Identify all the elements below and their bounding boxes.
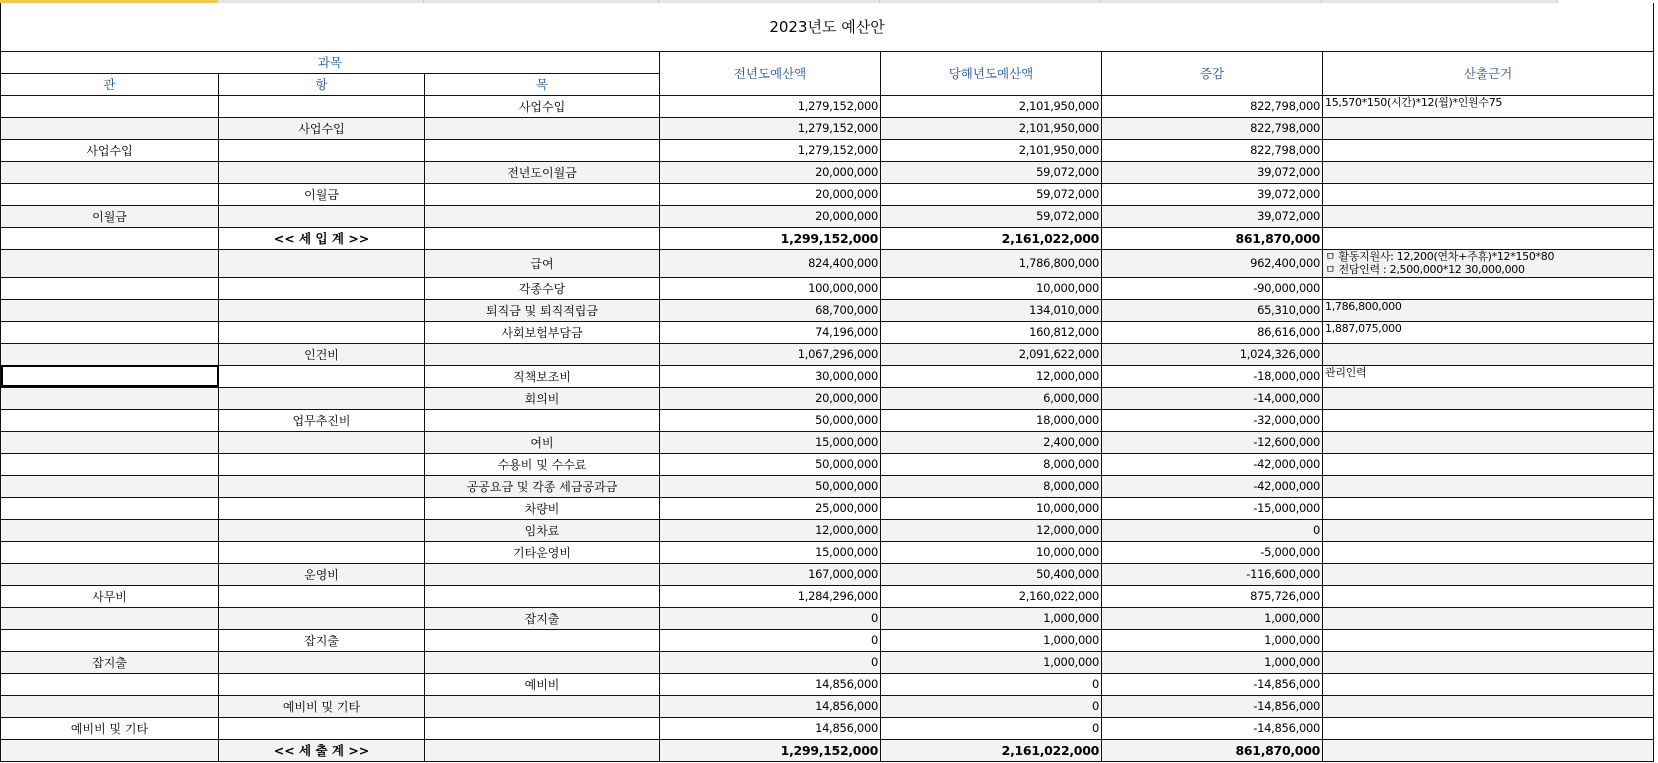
cell-prev-budget[interactable]: 14,856,000	[660, 673, 881, 695]
cell-gwan[interactable]	[1, 607, 219, 629]
cell-current-budget[interactable]: 50,400,000	[881, 563, 1102, 585]
cell-mok[interactable]: 차량비	[425, 497, 660, 519]
cell-basis[interactable]	[1323, 227, 1654, 249]
cell-change[interactable]: -5,000,000	[1102, 541, 1323, 563]
cell-gwan[interactable]	[1, 541, 219, 563]
cell-hang[interactable]	[219, 475, 425, 497]
cell-gwan[interactable]	[1, 183, 219, 205]
table-row	[1, 607, 1654, 629]
cell-prev-budget[interactable]: 1,279,152,000	[660, 117, 881, 139]
cell-hang[interactable]	[219, 585, 425, 607]
cell-prev-budget[interactable]: 20,000,000	[660, 387, 881, 409]
cell-prev-budget[interactable]: 20,000,000	[660, 161, 881, 183]
cell-gwan[interactable]	[1, 117, 219, 139]
cell-hang[interactable]: << 세 입 계 >>	[219, 227, 425, 249]
cell-hang[interactable]	[219, 651, 425, 673]
column-header-selected[interactable]	[0, 0, 218, 3]
basis-line: ㅁ 전담인력 : 2,500,000*12 30,000,000	[1325, 262, 1525, 276]
cell-current-budget[interactable]: 12,000,000	[881, 365, 1102, 387]
table-row	[1, 541, 1654, 563]
header-gwan[interactable]: 관	[1, 73, 219, 95]
cell-mok[interactable]: 전년도이월금	[425, 161, 660, 183]
cell-change[interactable]: -116,600,000	[1102, 563, 1323, 585]
cell-gwan[interactable]: 잡지출	[1, 651, 219, 673]
cell-basis[interactable]	[1323, 409, 1654, 431]
cell-hang[interactable]: 잡지출	[219, 629, 425, 651]
cell-mok[interactable]: 사회보험부담금	[425, 321, 660, 343]
cell-prev-budget[interactable]: 0	[660, 651, 881, 673]
cell-current-budget[interactable]: 10,000,000	[881, 541, 1102, 563]
cell-mok[interactable]	[425, 227, 660, 249]
cell-gwan[interactable]	[1, 249, 219, 277]
cell-mok[interactable]	[425, 717, 660, 739]
cell-change[interactable]: -12,600,000	[1102, 431, 1323, 453]
cell-prev-budget[interactable]: 167,000,000	[660, 563, 881, 585]
cell-mok[interactable]	[425, 695, 660, 717]
cell-prev-budget[interactable]: 25,000,000	[660, 497, 881, 519]
cell-current-budget[interactable]: 134,010,000	[881, 299, 1102, 321]
table-row	[1, 453, 1654, 475]
cell-gwan[interactable]	[1, 431, 219, 453]
cell-change[interactable]: -32,000,000	[1102, 409, 1323, 431]
cell-change[interactable]: -14,856,000	[1102, 673, 1323, 695]
cell-basis[interactable]	[1323, 739, 1654, 761]
cell-mok[interactable]: 임차료	[425, 519, 660, 541]
cell-current-budget[interactable]: 10,000,000	[881, 277, 1102, 299]
table-row	[1, 519, 1654, 541]
cell-change[interactable]: -14,856,000	[1102, 717, 1323, 739]
total-row	[1, 227, 1654, 249]
cell-current-budget[interactable]: 1,000,000	[881, 607, 1102, 629]
cell-gwan[interactable]	[1, 673, 219, 695]
table-row	[1, 431, 1654, 453]
cell-mok[interactable]	[425, 739, 660, 761]
cell-basis[interactable]: 15,570*150(시간)*12(월)*인원수75	[1323, 95, 1654, 117]
table-row	[1, 205, 1654, 227]
cell-gwan[interactable]: 사업수입	[1, 139, 219, 161]
cell-prev-budget[interactable]: 50,000,000	[660, 409, 881, 431]
cell-change[interactable]: 861,870,000	[1102, 227, 1323, 249]
cell-current-budget[interactable]: 2,400,000	[881, 431, 1102, 453]
cell-current-budget[interactable]: 160,812,000	[881, 321, 1102, 343]
table-row	[1, 139, 1654, 161]
cell-basis[interactable]: 1,887,075,000	[1323, 321, 1654, 343]
cell-current-budget[interactable]: 8,000,000	[881, 475, 1102, 497]
cell-mok[interactable]	[425, 117, 660, 139]
cell-hang[interactable]	[219, 205, 425, 227]
cell-hang[interactable]	[219, 249, 425, 277]
cell-current-budget[interactable]: 2,101,950,000	[881, 117, 1102, 139]
cell-change[interactable]: -90,000,000	[1102, 277, 1323, 299]
cell-change[interactable]: 65,310,000	[1102, 299, 1323, 321]
cell-mok[interactable]: 잡지출	[425, 607, 660, 629]
cell-change[interactable]: 822,798,000	[1102, 139, 1323, 161]
cell-gwan[interactable]	[1, 161, 219, 183]
table-row	[1, 343, 1654, 365]
cell-basis[interactable]	[1323, 475, 1654, 497]
cell-change[interactable]: 86,616,000	[1102, 321, 1323, 343]
cell-basis[interactable]	[1323, 139, 1654, 161]
cell-hang[interactable]: 이월금	[219, 183, 425, 205]
cell-hang[interactable]: 업무추진비	[219, 409, 425, 431]
total-row	[1, 739, 1654, 761]
table-row	[1, 651, 1654, 673]
cell-prev-budget[interactable]: 30,000,000	[660, 365, 881, 387]
cell-current-budget[interactable]: 10,000,000	[881, 497, 1102, 519]
cell-current-budget[interactable]: 18,000,000	[881, 409, 1102, 431]
table-row	[1, 249, 1654, 277]
cell-current-budget[interactable]: 0	[881, 695, 1102, 717]
cell-basis[interactable]	[1323, 607, 1654, 629]
cell-prev-budget[interactable]: 1,067,296,000	[660, 343, 881, 365]
cell-change[interactable]: 861,870,000	[1102, 739, 1323, 761]
cell-change[interactable]: 1,000,000	[1102, 629, 1323, 651]
cell-hang[interactable]	[219, 321, 425, 343]
cell-current-budget[interactable]: 0	[881, 717, 1102, 739]
cell-change[interactable]: 39,072,000	[1102, 205, 1323, 227]
cell-gwan[interactable]	[1, 475, 219, 497]
cell-hang[interactable]: 인건비	[219, 343, 425, 365]
cell-current-budget[interactable]: 6,000,000	[881, 387, 1102, 409]
cell-basis[interactable]	[1323, 695, 1654, 717]
cell-gwan[interactable]: 이월금	[1, 205, 219, 227]
cell-change[interactable]: -14,856,000	[1102, 695, 1323, 717]
cell-gwan[interactable]	[1, 739, 219, 761]
cell-mok[interactable]: 기타운영비	[425, 541, 660, 563]
table-row	[1, 409, 1654, 431]
cell-hang[interactable]: 사업수입	[219, 117, 425, 139]
cell-prev-budget[interactable]: 12,000,000	[660, 519, 881, 541]
cell-change[interactable]: 822,798,000	[1102, 95, 1323, 117]
table-row	[1, 365, 1654, 387]
cell-hang[interactable]	[219, 277, 425, 299]
cell-mok[interactable]	[425, 629, 660, 651]
cell-current-budget[interactable]: 59,072,000	[881, 183, 1102, 205]
cell-prev-budget[interactable]: 1,299,152,000	[660, 227, 881, 249]
cell-mok[interactable]	[425, 183, 660, 205]
table-row	[1, 161, 1654, 183]
cell-basis[interactable]	[1323, 161, 1654, 183]
cell-hang[interactable]	[219, 541, 425, 563]
cell-gwan[interactable]: 예비비 및 기타	[1, 717, 219, 739]
cell-mok[interactable]	[425, 409, 660, 431]
cell-gwan[interactable]	[1, 519, 219, 541]
table-row	[1, 673, 1654, 695]
cell-change[interactable]: 39,072,000	[1102, 183, 1323, 205]
cell-current-budget[interactable]: 0	[881, 673, 1102, 695]
column-header[interactable]	[1101, 0, 1322, 3]
cell-prev-budget[interactable]: 15,000,000	[660, 431, 881, 453]
cell-prev-budget[interactable]: 15,000,000	[660, 541, 881, 563]
cell-basis[interactable]	[1323, 277, 1654, 299]
column-header[interactable]	[424, 0, 659, 3]
cell-current-budget[interactable]: 2,160,022,000	[881, 585, 1102, 607]
cell-mok[interactable]	[425, 585, 660, 607]
cell-mok[interactable]: 회의비	[425, 387, 660, 409]
cell-current-budget[interactable]: 1,000,000	[881, 651, 1102, 673]
cell-basis[interactable]	[1323, 387, 1654, 409]
column-header[interactable]	[659, 0, 880, 3]
cell-hang[interactable]	[219, 497, 425, 519]
cell-change[interactable]: -42,000,000	[1102, 475, 1323, 497]
cell-prev-budget[interactable]: 1,279,152,000	[660, 95, 881, 117]
cell-current-budget[interactable]: 12,000,000	[881, 519, 1102, 541]
cell-prev-budget[interactable]: 68,700,000	[660, 299, 881, 321]
basis-line: ㅁ 활동지원사: 12,200(연차+주휴)*12*150*80	[1325, 249, 1555, 263]
cell-current-budget[interactable]: 59,072,000	[881, 205, 1102, 227]
cell-hang[interactable]	[219, 365, 425, 387]
cell-change[interactable]: -42,000,000	[1102, 453, 1323, 475]
cell-mok[interactable]: 예비비	[425, 673, 660, 695]
cell-hang[interactable]: 운영비	[219, 563, 425, 585]
header-prev-budget[interactable]: 전년도예산액	[660, 51, 881, 95]
cell-basis[interactable]	[1323, 717, 1654, 739]
column-header[interactable]	[218, 0, 424, 3]
cell-prev-budget[interactable]: 14,856,000	[660, 717, 881, 739]
cell-prev-budget[interactable]: 1,279,152,000	[660, 139, 881, 161]
cell-change[interactable]: 39,072,000	[1102, 161, 1323, 183]
budget-table	[0, 3, 1654, 762]
header-current-budget[interactable]: 당해년도예산액	[881, 51, 1102, 95]
cell-mok[interactable]: 여비	[425, 431, 660, 453]
table-row	[1, 117, 1654, 139]
cell-gwan[interactable]	[1, 321, 219, 343]
header-basis[interactable]: 산출근거	[1323, 51, 1654, 95]
cell-hang[interactable]	[219, 431, 425, 453]
header-subject[interactable]: 과목	[1, 51, 660, 73]
cell-basis[interactable]	[1323, 183, 1654, 205]
cell-current-budget[interactable]: 1,000,000	[881, 629, 1102, 651]
cell-gwan[interactable]	[1, 409, 219, 431]
table-row	[1, 563, 1654, 585]
column-header[interactable]	[1322, 0, 1558, 3]
cell-basis[interactable]	[1323, 629, 1654, 651]
cell-mok[interactable]	[425, 651, 660, 673]
cell-current-budget[interactable]: 59,072,000	[881, 161, 1102, 183]
budget-rows	[1, 95, 1654, 761]
cell-basis[interactable]	[1323, 585, 1654, 607]
table-row	[1, 95, 1654, 117]
cell-prev-budget[interactable]: 20,000,000	[660, 183, 881, 205]
cell-change[interactable]: 1,000,000	[1102, 651, 1323, 673]
cell-prev-budget[interactable]: 50,000,000	[660, 453, 881, 475]
table-row	[1, 183, 1654, 205]
cell-mok[interactable]: 퇴직금 및 퇴직적립금	[425, 299, 660, 321]
cell-gwan[interactable]	[1, 227, 219, 249]
cell-basis[interactable]	[1323, 673, 1654, 695]
table-row	[1, 387, 1654, 409]
cell-basis[interactable]: 1,786,800,000	[1323, 299, 1654, 321]
cell-gwan[interactable]	[1, 563, 219, 585]
cell-prev-budget[interactable]: 0	[660, 607, 881, 629]
cell-gwan[interactable]	[1, 387, 219, 409]
cell-gwan[interactable]	[1, 453, 219, 475]
table-row	[1, 299, 1654, 321]
cell-basis[interactable]	[1323, 519, 1654, 541]
cell-change[interactable]: -14,000,000	[1102, 387, 1323, 409]
cell-basis[interactable]	[1323, 497, 1654, 519]
cell-basis[interactable]: 관리인력	[1323, 365, 1654, 387]
column-header-strip	[0, 0, 1658, 3]
cell-prev-budget[interactable]: 1,299,152,000	[660, 739, 881, 761]
cell-hang[interactable]	[219, 95, 425, 117]
cell-prev-budget[interactable]: 824,400,000	[660, 249, 881, 277]
cell-change[interactable]: 962,400,000	[1102, 249, 1323, 277]
cell-mok[interactable]: 수용비 및 수수료	[425, 453, 660, 475]
cell-prev-budget[interactable]: 74,196,000	[660, 321, 881, 343]
cell-hang[interactable]	[219, 607, 425, 629]
cell-mok[interactable]	[425, 563, 660, 585]
column-header[interactable]	[880, 0, 1101, 3]
cell-current-budget[interactable]: 2,091,622,000	[881, 343, 1102, 365]
table-row	[1, 497, 1654, 519]
cell-hang[interactable]	[219, 717, 425, 739]
cell-gwan[interactable]	[1, 343, 219, 365]
cell-change[interactable]: -18,000,000	[1102, 365, 1323, 387]
cell-gwan[interactable]	[1, 95, 219, 117]
cell-hang[interactable]	[219, 139, 425, 161]
cell-basis[interactable]	[1323, 453, 1654, 475]
cell-mok[interactable]: 공공요금 및 각종 세금공과금	[425, 475, 660, 497]
table-row	[1, 321, 1654, 343]
cell-current-budget[interactable]: 2,161,022,000	[881, 227, 1102, 249]
cell-change[interactable]: 1,000,000	[1102, 607, 1323, 629]
cell-basis[interactable]	[1323, 431, 1654, 453]
header-change[interactable]: 증감	[1102, 51, 1323, 95]
cell-mok[interactable]: 직책보조비	[425, 365, 660, 387]
table-row	[1, 695, 1654, 717]
table-row	[1, 585, 1654, 607]
cell-basis[interactable]	[1323, 205, 1654, 227]
cell-mok[interactable]: 사업수입	[425, 95, 660, 117]
cell-current-budget[interactable]: 8,000,000	[881, 453, 1102, 475]
cell-basis[interactable]	[1323, 563, 1654, 585]
cell-basis[interactable]	[1323, 249, 1654, 277]
cell-gwan[interactable]	[1, 365, 219, 387]
cell-gwan[interactable]	[1, 629, 219, 651]
cell-hang[interactable]	[219, 519, 425, 541]
cell-hang[interactable]	[219, 387, 425, 409]
table-row	[1, 717, 1654, 739]
cell-change[interactable]: -15,000,000	[1102, 497, 1323, 519]
cell-mok[interactable]	[425, 343, 660, 365]
cell-hang[interactable]: 예비비 및 기타	[219, 695, 425, 717]
cell-current-budget[interactable]: 1,786,800,000	[881, 249, 1102, 277]
header-mok[interactable]: 목	[425, 73, 660, 95]
cell-prev-budget[interactable]: 14,856,000	[660, 695, 881, 717]
cell-hang[interactable]	[219, 161, 425, 183]
header-hang[interactable]: 항	[219, 73, 425, 95]
cell-gwan[interactable]: 사무비	[1, 585, 219, 607]
cell-current-budget[interactable]: 2,101,950,000	[881, 95, 1102, 117]
cell-hang[interactable]	[219, 673, 425, 695]
cell-prev-budget[interactable]: 1,284,296,000	[660, 585, 881, 607]
cell-basis[interactable]	[1323, 541, 1654, 563]
cell-mok[interactable]	[425, 139, 660, 161]
cell-mok[interactable]	[425, 205, 660, 227]
cell-mok[interactable]: 각종수당	[425, 277, 660, 299]
cell-gwan[interactable]	[1, 497, 219, 519]
cell-change[interactable]: 822,798,000	[1102, 117, 1323, 139]
cell-hang[interactable]	[219, 453, 425, 475]
cell-gwan[interactable]	[1, 299, 219, 321]
cell-mok[interactable]: 급여	[425, 249, 660, 277]
cell-prev-budget[interactable]: 0	[660, 629, 881, 651]
cell-gwan[interactable]	[1, 695, 219, 717]
cell-current-budget[interactable]: 2,161,022,000	[881, 739, 1102, 761]
cell-prev-budget[interactable]: 50,000,000	[660, 475, 881, 497]
cell-basis[interactable]	[1323, 343, 1654, 365]
cell-basis[interactable]	[1323, 651, 1654, 673]
cell-change[interactable]: 1,024,326,000	[1102, 343, 1323, 365]
table-row	[1, 475, 1654, 497]
cell-prev-budget[interactable]: 20,000,000	[660, 205, 881, 227]
cell-hang[interactable]	[219, 299, 425, 321]
sheet-title[interactable]: 2023년도 예산안	[1, 3, 1654, 51]
cell-change[interactable]: 875,726,000	[1102, 585, 1323, 607]
cell-current-budget[interactable]: 2,101,950,000	[881, 139, 1102, 161]
table-row	[1, 629, 1654, 651]
cell-hang[interactable]: << 세 출 계 >>	[219, 739, 425, 761]
cell-basis[interactable]	[1323, 117, 1654, 139]
cell-prev-budget[interactable]: 100,000,000	[660, 277, 881, 299]
cell-change[interactable]: 0	[1102, 519, 1323, 541]
cell-gwan[interactable]	[1, 277, 219, 299]
table-row	[1, 277, 1654, 299]
